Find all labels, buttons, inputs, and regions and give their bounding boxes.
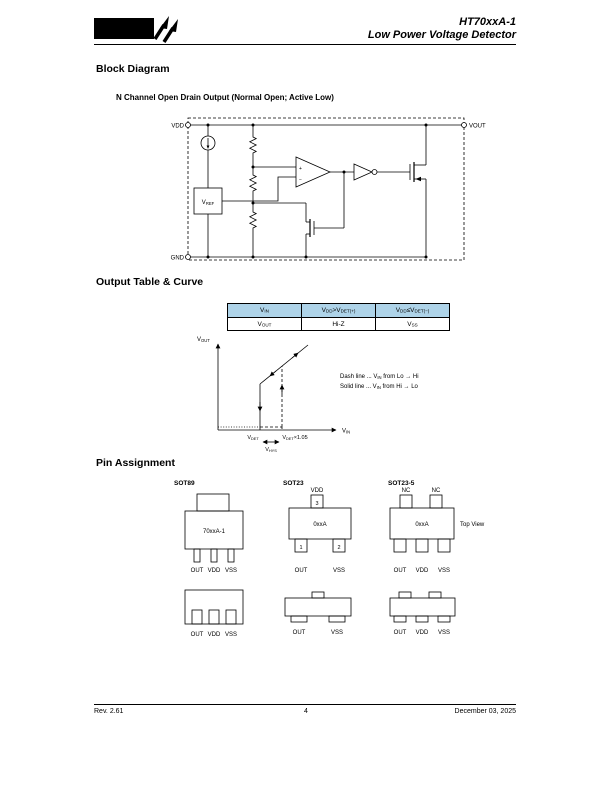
output-table-cell-vss: VSS bbox=[376, 318, 450, 331]
dash-line-note: Dash line ... VIN from Lo → Hi bbox=[340, 374, 419, 381]
sot23-pin-out: OUT bbox=[294, 568, 308, 574]
sot89-pin-out: OUT bbox=[190, 568, 204, 574]
block-diagram bbox=[158, 110, 488, 268]
output-table-header-low: VDD≤VDET(−) bbox=[376, 304, 450, 318]
sot89-pin-vdd: VDD bbox=[207, 568, 221, 574]
output-table-header-row bbox=[228, 304, 450, 318]
vref-box bbox=[194, 188, 222, 257]
sot23-chip-label: 0xxA bbox=[313, 522, 327, 528]
footer-rule bbox=[94, 704, 516, 705]
block-diagram-heading: Block Diagram bbox=[96, 63, 170, 75]
inverter-symbol bbox=[354, 164, 410, 180]
output-table-header-vin: VIN bbox=[228, 304, 302, 318]
sot23-5-chip-label: 0xxA bbox=[415, 522, 429, 528]
sot23-5-bottom-pin-vdd: VDD bbox=[415, 630, 429, 636]
sot89-bottom-view bbox=[160, 584, 270, 640]
sot23-5-nc2-label: NC bbox=[431, 488, 441, 494]
sot23-5-nc1-label: NC bbox=[401, 488, 411, 494]
output-table bbox=[227, 303, 450, 331]
sot89-pin-vss: VSS bbox=[224, 568, 238, 574]
curve-lines bbox=[218, 345, 308, 430]
sot23-5-package bbox=[382, 476, 512, 580]
power-rails bbox=[191, 125, 462, 257]
vout-terminal bbox=[462, 123, 487, 130]
output-table-header-high: VDD>VDET(+) bbox=[302, 304, 376, 318]
vdet-label: $V_{DET}$ bbox=[247, 435, 259, 442]
sot23-bottom-pin-out: OUT bbox=[292, 630, 306, 636]
vout-label: VOUT bbox=[469, 123, 486, 130]
curve-axes bbox=[218, 344, 336, 430]
comparator-plus-sign: + bbox=[299, 166, 302, 172]
sot23-5-label: SOT23-5 bbox=[388, 480, 415, 487]
curve-notes bbox=[340, 374, 419, 390]
sot23-pin1-number: 1 bbox=[299, 545, 303, 551]
footer-page-number: 4 bbox=[304, 708, 308, 715]
current-source-symbol bbox=[201, 125, 215, 188]
footer-revision: Rev. 2.61 bbox=[94, 708, 124, 715]
block-diagram-border bbox=[188, 118, 464, 260]
holtek-logo bbox=[94, 14, 194, 44]
sot23-pin2-number: 2 bbox=[337, 545, 341, 551]
vhys-label: $V_{HYS}$ bbox=[265, 447, 277, 454]
solid-line-note: Solid line ... VIN from Hi → Lo bbox=[340, 384, 418, 391]
sot23-label: SOT23 bbox=[283, 480, 304, 487]
sot89-label: SOT89 bbox=[174, 480, 195, 487]
comparator-symbol bbox=[222, 157, 354, 201]
sot23-bottom-view bbox=[275, 584, 385, 640]
sot23-vdd-label: VDD bbox=[310, 488, 324, 494]
output-section-heading: Output Table & Curve bbox=[96, 276, 204, 288]
sot23-5-pin-out: OUT bbox=[393, 568, 407, 574]
block-diagram-subtitle: N Channel Open Drain Output (Normal Open; Active Low) bbox=[116, 93, 334, 102]
sot23-package bbox=[275, 476, 385, 580]
output-table-cell-vout: VOUT bbox=[228, 318, 302, 331]
vref-label: VREF bbox=[201, 200, 215, 207]
vdd-label: VDD bbox=[171, 123, 184, 130]
sot89-bottom-pin-vss: VSS bbox=[224, 632, 238, 638]
doc-subtitle: Low Power Voltage Detector bbox=[367, 29, 516, 41]
header-rule bbox=[94, 44, 516, 45]
logo-arrows bbox=[155, 16, 178, 42]
vout-axis-label: VOUT bbox=[197, 337, 210, 344]
sot23-pin-vss: VSS bbox=[332, 568, 346, 574]
output-curve bbox=[196, 332, 436, 456]
sot23-5-pin-vdd: VDD bbox=[415, 568, 429, 574]
sot89-outline bbox=[185, 494, 243, 562]
sot89-package bbox=[160, 476, 270, 580]
pin-assignment-heading: Pin Assignment bbox=[96, 457, 175, 469]
sot23-5-pin-vss: VSS bbox=[437, 568, 451, 574]
sot89-chip-label: 70xxA-1 bbox=[202, 529, 226, 535]
hysteresis-annotation bbox=[247, 435, 307, 453]
sot23-5-bottom-pin-vss: VSS bbox=[437, 630, 451, 636]
sot23-5-bottom-pin-out: OUT bbox=[393, 630, 407, 636]
vdet105-label: $V_{DET}\times 1.05$ bbox=[282, 435, 308, 442]
sot23-5-bottom-outline bbox=[390, 592, 455, 622]
sot89-bottom-outline bbox=[185, 590, 243, 624]
doc-part-number: HT70xxA-1 bbox=[459, 16, 516, 28]
comparator-minus-sign: − bbox=[299, 177, 302, 184]
footer-date: December 03, 2025 bbox=[454, 708, 516, 715]
logo-text: HOLTEK bbox=[103, 25, 145, 36]
output-mosfet-symbol bbox=[410, 125, 426, 257]
sot89-bottom-pin-vdd: VDD bbox=[207, 632, 221, 638]
vin-axis-label: VIN bbox=[342, 428, 351, 435]
output-table-cell-hiz: Hi-Z bbox=[302, 318, 376, 331]
junction-dots bbox=[207, 124, 428, 259]
sot89-bottom-pin-out: OUT bbox=[190, 632, 204, 638]
sot23-bottom-pin-vss: VSS bbox=[330, 630, 344, 636]
sot23-bottom-outline bbox=[285, 592, 351, 622]
gnd-terminal bbox=[171, 255, 191, 262]
resistor-divider bbox=[250, 125, 256, 257]
gnd-label: GND bbox=[170, 255, 184, 262]
sot23-5-bottom-view bbox=[382, 584, 512, 640]
sot23-pin3-number: 3 bbox=[315, 501, 319, 507]
output-table-data-row bbox=[228, 318, 450, 331]
top-view-label: Top View bbox=[460, 522, 485, 528]
